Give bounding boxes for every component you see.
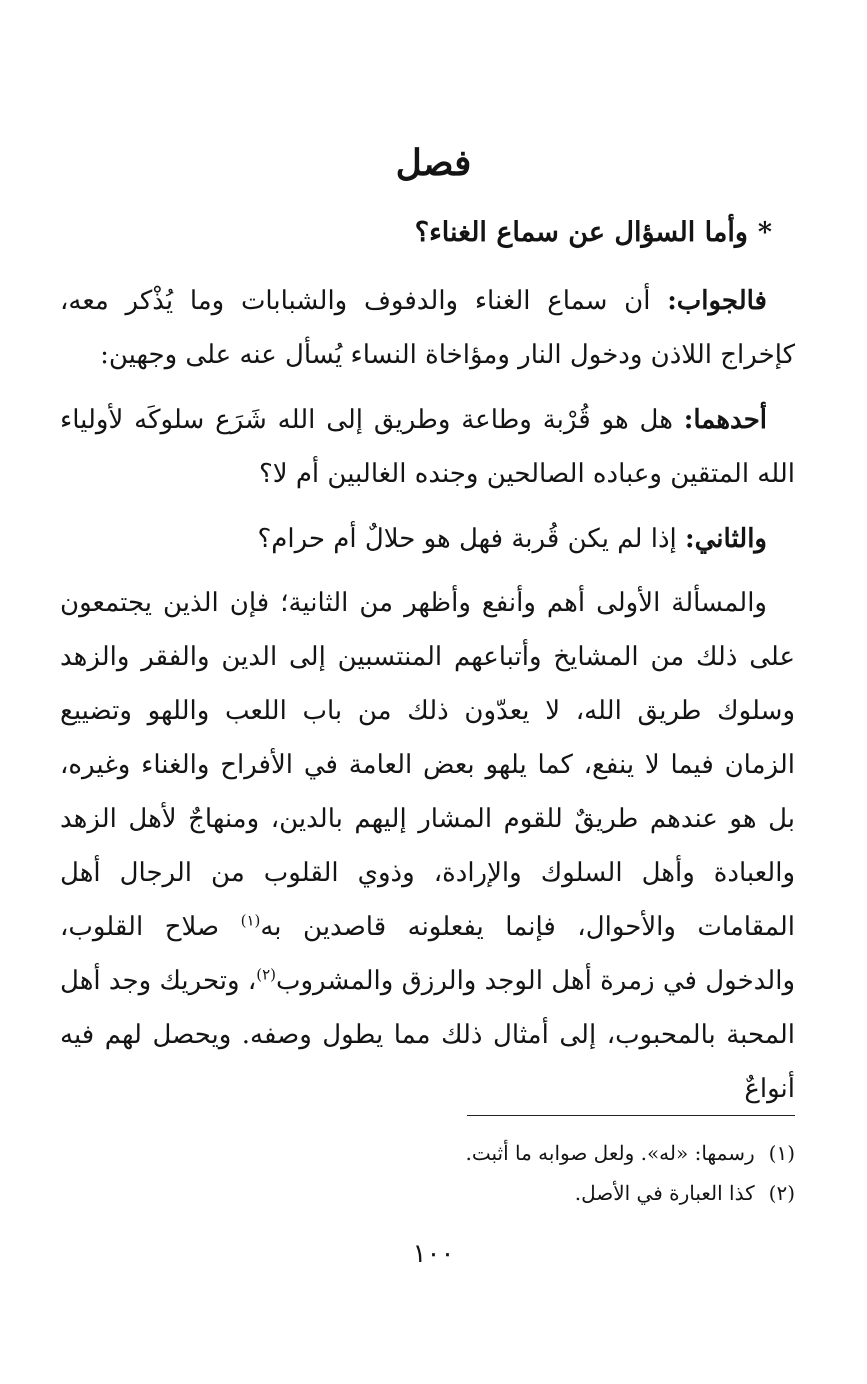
footnote-2-number: (٢) [768, 1181, 795, 1205]
first-aspect-text: هل هو قُرْبة وطاعة وطريق إلى الله شَرَع سلوكَه لأولياء الله المتقين وعباده الصالحين وجنده الغالبين أم لا؟ [60, 405, 795, 489]
main-text-part-3: ، وتحريك وجد أهل المحبة بالمحبوب، إلى أمثال ذلك مما يطول وصفه. ويحصل لهم فيه أنواعٌ [60, 966, 795, 1104]
main-text-part-2: صلاح القلوب، والدخول في زمرة أهل الوجد والرزق والمشروب [60, 912, 795, 996]
second-aspect-paragraph [60, 512, 795, 566]
footnote-divider [467, 1115, 795, 1116]
second-aspect-lead: والثاني: [685, 524, 767, 554]
question-marker: * [757, 217, 772, 248]
first-aspect-paragraph [60, 393, 795, 501]
main-paragraph [60, 576, 795, 1116]
question-line [60, 210, 772, 256]
footnotes [60, 1133, 795, 1213]
footnote-2 [60, 1173, 795, 1213]
footnote-ref-1[interactable]: (١) [240, 911, 261, 930]
footnote-1-number: (١) [768, 1141, 795, 1165]
footnote-1 [60, 1133, 795, 1173]
page-number: ١٠٠ [412, 1239, 455, 1269]
section-heading: فصل [395, 142, 472, 184]
first-aspect-lead: أحدهما: [683, 405, 767, 435]
answer-paragraph [60, 274, 795, 382]
main-text-part-1: والمسألة الأولى أهم وأنفع وأظهر من الثانية؛ فإن الذين يجتمعون على ذلك من المشايخ وأتباعهم المنتسبين إلى الدين والفقر والزهد وسلوك طريق الله، لا يعدّون ذلك من باب اللعب واللهو وتضييع الزمان فيما لا ينفع، كما يلهو بعض العامة في الأفراح والغناء وغيره، بل هو عندهم طريقٌ للقوم المشار إليهم بالدين، ومنهاجٌ لأهل الزهد والعبادة وأهل السلوك والإرادة، وذوي القلوب من الرجال أهل المقامات والأحوال، فإنما يفعلونه قاصدين به [60, 588, 796, 942]
answer-lead: فالجواب: [667, 286, 767, 316]
second-aspect-text: إذا لم يكن قُربة فهل هو حلالٌ أم حرام؟ [257, 524, 686, 554]
footnote-1-text: رسمها: «له». ولعل صوابه ما أثبت. [465, 1141, 755, 1165]
footnote-2-text: كذا العبارة في الأصل. [574, 1181, 755, 1205]
answer-text: أن سماع الغناء والدفوف والشبابات وما يُذْكر معه، كإخراج اللاذن ودخول النار ومؤاخاة النساء يُسأل عنه على وجهين: [60, 286, 795, 370]
question-text: وأما السؤال عن سماع الغناء؟ [414, 217, 748, 248]
footnote-ref-2[interactable]: (٢) [256, 965, 276, 984]
